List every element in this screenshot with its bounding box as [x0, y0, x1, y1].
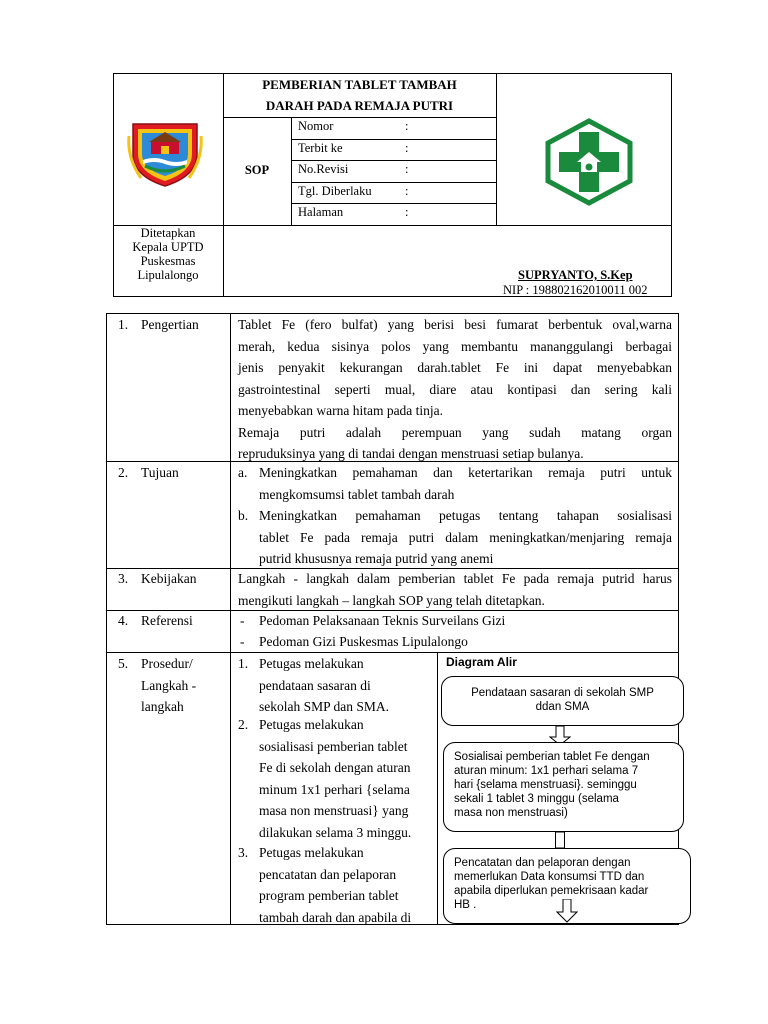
step-line: Petugas melakukan	[259, 656, 364, 671]
referensi-marker: -	[240, 613, 245, 628]
header-divider	[496, 73, 497, 225]
tujuan-line: Meningkatkan pemahaman dan ketertarikan remaja putri untuk	[259, 465, 672, 480]
flow-box-line: aturan minum: 1x1 perhari selama 7	[454, 765, 639, 777]
sop-title-line2: DARAH PADA REMAJA PUTRI	[265, 98, 454, 113]
step-marker: 1.	[238, 656, 249, 671]
header-divider	[291, 203, 496, 204]
pengertian-line: repruduksinya yang di tandai dengan menstruasi setiap bulanya.	[238, 446, 584, 461]
header-divider	[291, 117, 292, 225]
pengertian-line: merah, kedua sisinya polos yang membantu mananggulangi berbagai	[238, 338, 672, 354]
tujuan-marker: b.	[238, 508, 249, 523]
kebijakan-line: Langkah - langkah dalam pemberian tablet Fe pada remaja putrid harus	[238, 571, 672, 586]
step-line: minum 1x1 perhari {selama	[259, 781, 410, 797]
step-line: Petugas melakukan	[259, 845, 364, 860]
flow-box-line: sekali 1 tablet 3 minggu (selama	[454, 793, 619, 805]
step-marker: 3.	[238, 845, 249, 860]
tujuan-line: tablet Fe pada remaja putri dalam meningkatkan/menjaring remaja	[259, 529, 672, 545]
step-line: pendataan sasaran di	[259, 677, 371, 693]
pengertian-line: gastrointestinal seperti mual, diare atau kontipasi dan sering kali	[238, 381, 672, 397]
field-tgl-label: Tgl. Diberlaku	[298, 184, 372, 198]
tujuan-line: Meningkatkan pemahaman petugas tentang tahapan sosialisasi	[259, 508, 672, 523]
regional-emblem-logo	[125, 118, 205, 188]
field-revisi-colon: :	[405, 162, 409, 176]
referensi-item: Pedoman Gizi Puskesmas Lipulalongo	[259, 634, 468, 649]
flow-box-line: memerlukan Data konsumsi TTD dan	[454, 871, 645, 883]
pengertian-line: jenis penyakit kekurangan darah.tablet Fe ini dapat menyebabkan	[238, 360, 672, 375]
pengertian-line: Remaja putri adalah perempuan yang sudah matang organ	[238, 424, 672, 440]
step-line: Fe di sekolah dengan aturan	[259, 760, 411, 775]
field-terbit-label: Terbit ke	[298, 141, 343, 155]
step-marker: 2.	[238, 717, 249, 732]
row-label-tujuan: Tujuan	[141, 465, 179, 480]
flow-box-1	[441, 676, 684, 726]
signer-nip: NIP : 198802162010011 002	[503, 283, 648, 297]
step-line: program pemberian tablet	[259, 888, 399, 903]
flow-box-line: HB .	[454, 899, 477, 911]
field-revisi-label: No.Revisi	[298, 162, 349, 176]
row-label-prosedur: Prosedur/	[141, 656, 193, 671]
tujuan-line: mengkomsumsi tablet tambah darah	[259, 486, 455, 502]
content-divider	[230, 313, 231, 925]
sop-label: SOP	[244, 163, 270, 177]
field-halaman-label: Halaman	[298, 205, 344, 219]
ditetapkan-line: Lipulalongo	[137, 268, 199, 282]
header-divider	[291, 160, 496, 161]
referensi-marker: -	[240, 634, 245, 649]
header-divider	[291, 182, 496, 183]
row-number: 4.	[118, 613, 129, 628]
tujuan-marker: a.	[238, 465, 248, 480]
diagram-title: Diagram Alir	[446, 655, 517, 669]
step-line: pencatatan dan pelaporan	[259, 866, 397, 882]
row-label-prosedur: Langkah -	[141, 677, 197, 693]
ditetapkan-line: Puskesmas	[140, 254, 196, 268]
ditetapkan-line: Kepala UPTD	[132, 240, 204, 254]
flow-box-line: Pendataan sasaran di sekolah SMP	[471, 687, 654, 699]
row-number: 2.	[118, 465, 129, 480]
flow-box-2	[443, 742, 684, 832]
step-line: masa non menstruasi} yang	[259, 803, 409, 818]
flow-connector	[555, 832, 565, 848]
flow-box-line: Sosialisai pemberian tablet Fe dengan	[454, 751, 650, 763]
row-label-prosedur: langkah	[141, 699, 184, 714]
row-label-pengertian: Pengertian	[141, 317, 199, 332]
flow-box-line: hari {selama menstruasi}. seminggu	[454, 779, 637, 791]
field-tgl-colon: :	[405, 184, 409, 198]
content-divider	[437, 652, 438, 925]
row-number: 1.	[118, 317, 129, 332]
step-line: tambah darah dan apabila di	[259, 909, 412, 925]
step-line: sosialisasi pemberian tablet	[259, 738, 408, 754]
step-line: sekolah SMP dan SMA.	[259, 699, 390, 714]
referensi-item: Pedoman Pelaksanaan Teknis Surveilans Gizi	[259, 613, 506, 628]
puskesmas-logo	[543, 118, 635, 206]
field-nomor-label: Nomor	[298, 119, 334, 133]
row-label-kebijakan: Kebijakan	[141, 571, 197, 586]
flow-box-line: ddan SMA	[535, 701, 590, 713]
flow-arrow-down-icon	[556, 899, 578, 923]
ditetapkan-line: Ditetapkan	[140, 226, 196, 240]
kebijakan-line: mengikuti langkah – langkah SOP yang telah ditetapkan.	[238, 592, 545, 608]
sop-title-line1: PEMBERIAN TABLET TAMBAH	[262, 77, 457, 92]
signer-name: SUPRYANTO, S.Kep	[518, 268, 633, 282]
row-number: 3.	[118, 571, 129, 586]
flow-box-line: apabila diperlukan pemekrisaan kadar	[454, 885, 649, 897]
header-divider	[223, 117, 496, 118]
row-label-referensi: Referensi	[141, 613, 193, 628]
step-line: Petugas melakukan	[259, 717, 364, 732]
pengertian-line: Tablet Fe (fero bulfat) yang berisi besi fumarat berbentuk oval,warna	[238, 317, 672, 332]
flow-box-line: masa non menstruasi)	[454, 807, 568, 819]
field-halaman-colon: :	[405, 205, 409, 219]
pengertian-line: menyebabkan warna hitam pada tinja.	[238, 403, 444, 418]
flow-box-line: Pencatatan dan pelaporan dengan	[454, 857, 631, 869]
row-number: 5.	[118, 656, 129, 671]
tujuan-line: putrid khususnya remaja putrid yang anemi	[259, 551, 494, 566]
field-terbit-colon: :	[405, 141, 409, 155]
header-divider	[291, 139, 496, 140]
field-nomor-colon: :	[405, 119, 409, 133]
step-line: dilakukan selama 3 minggu.	[259, 824, 412, 840]
